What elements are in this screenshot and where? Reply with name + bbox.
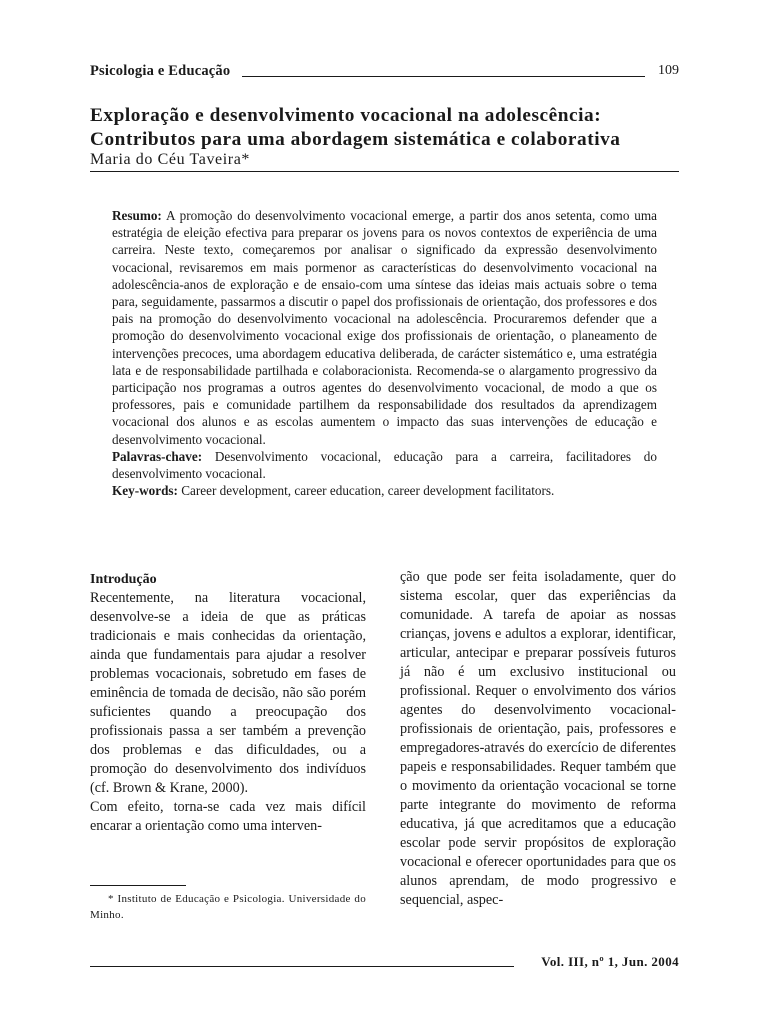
left-column xyxy=(90,570,366,836)
running-header xyxy=(90,63,679,85)
right-column xyxy=(400,568,676,910)
journal-name: Psicologia e Educação xyxy=(90,63,231,79)
resumo-text: A promoção do desenvolvimento vocacional emerge, a partir dos anos setenta, como uma estratégia de eleição efectiva para preparar os jovens para os novos contextos de experiência de uma carreira. Neste texto, começaremos por analisar o significado da expressão desenvolvimento vocacional, revisaremos em mais pormenor as características do desenvolvimento vocacional na adolescência-anos de exploração e de ensaio-com uma síntese das ideias mais actuais sobre o tema para, seguidamente, passarmos a discutir o papel dos profissionais de orientação, dos professores e dos pais na promoção do desenvolvimento vocacional na adolescência. Procuraremos defender que a promoção do desenvolvimento vocacional exige dos profissionais de orientação, o planeamento de intervenções precoces, uma abordagem educativa deliberada, de carácter sistemático e, uma estratégia lata e de responsabilidade partilhada e colaboracionista. Recomenda-se o alargamento progressivo da participação nos programas a outros agentes do desenvolvimento vocacional, de modo a que os professores, pais e comunidade partilhem da responsabilidade dos resultados da aprendizagem vocacional dos alunos e as escolas aumentem o impacto das suas intervenções de educação e desenvolvimento vocacional. xyxy=(112,208,657,447)
abstract-block xyxy=(112,207,657,499)
author-name: Maria do Céu Taveira* xyxy=(90,151,251,168)
footer-rule xyxy=(90,966,514,967)
page-number: 109 xyxy=(658,63,679,78)
header-rule xyxy=(242,76,645,77)
palavras-chave-text: Desenvolvimento vocacional, educação para a carreira, facilitadores do desenvolvimento vocacional. xyxy=(112,448,657,482)
article-title xyxy=(90,104,690,151)
body-paragraph: ção que pode ser feita isoladamente, quer do sistema escolar, quer das experiências da comunidade. A tarefa de apoiar as nossas crianças, jovens e adultos a explorar, identificar, articular, antecipar e preparar possíveis futuros já não é um exclusivo institucional ou profissional. Requer o envolvimento dos vários agentes do desenvolvimento vocacional-profissionais de orientação, pais, professores e empregadores-através do exercício de diferentes papeis e responsabilidades. Requer também que o movimento da orientação vocacional se torne parte integrante do movimento de reforma educativa, já que acreditamos que a educação escolar pode servir propósitos de exploração vocacional e oferecer oportunidades para que os alunos aprendam, de modo progressivo e sequencial, aspec- xyxy=(400,569,676,908)
footnote-rule xyxy=(90,885,186,886)
footnote-text: * Instituto de Educação e Psicologia. Universidade do Minho. xyxy=(90,893,366,921)
key-words-label: Key-words: xyxy=(112,483,178,499)
resumo-label: Resumo: xyxy=(112,208,162,223)
title-line-2: Contributos para uma abordagem sistemática e colaborativa xyxy=(90,128,621,150)
abstract-resumo xyxy=(112,207,657,448)
body-paragraph: Com efeito, torna-se cada vez mais difícil encarar a orientação como uma interven- xyxy=(90,799,366,834)
volume-info: Vol. III, nº 1, Jun. 2004 xyxy=(541,954,679,969)
palavras-chave-label: Palavras-chave: xyxy=(112,448,203,464)
abstract-key-words xyxy=(112,482,657,499)
abstract-palavras-chave xyxy=(112,448,657,482)
running-footer xyxy=(90,954,679,976)
title-rule xyxy=(90,171,679,172)
footnote xyxy=(90,891,366,923)
body-paragraph: Recentemente, na literatura vocacional, desenvolve-se a ideia de que as práticas tradicionais e mais conhecidas da orientação, ainda que fundamentais para ajudar a resolver problemas vocacionais, sobretudo em fases de eminência de tomada de decisão, não são porém suficientes quando a preocupação dos profissionais passa a ser também a prevenção dos problemas e das dificuldades, ou a promoção do desenvolvimento dos indivíduos (cf. Brown & Krane, 2000). xyxy=(90,590,366,796)
title-line-1: Exploração e desenvolvimento vocacional na adolescência: xyxy=(90,105,602,126)
key-words-text: Career development, career education, career development facilitators. xyxy=(177,483,555,499)
section-title: Introdução xyxy=(90,572,157,587)
